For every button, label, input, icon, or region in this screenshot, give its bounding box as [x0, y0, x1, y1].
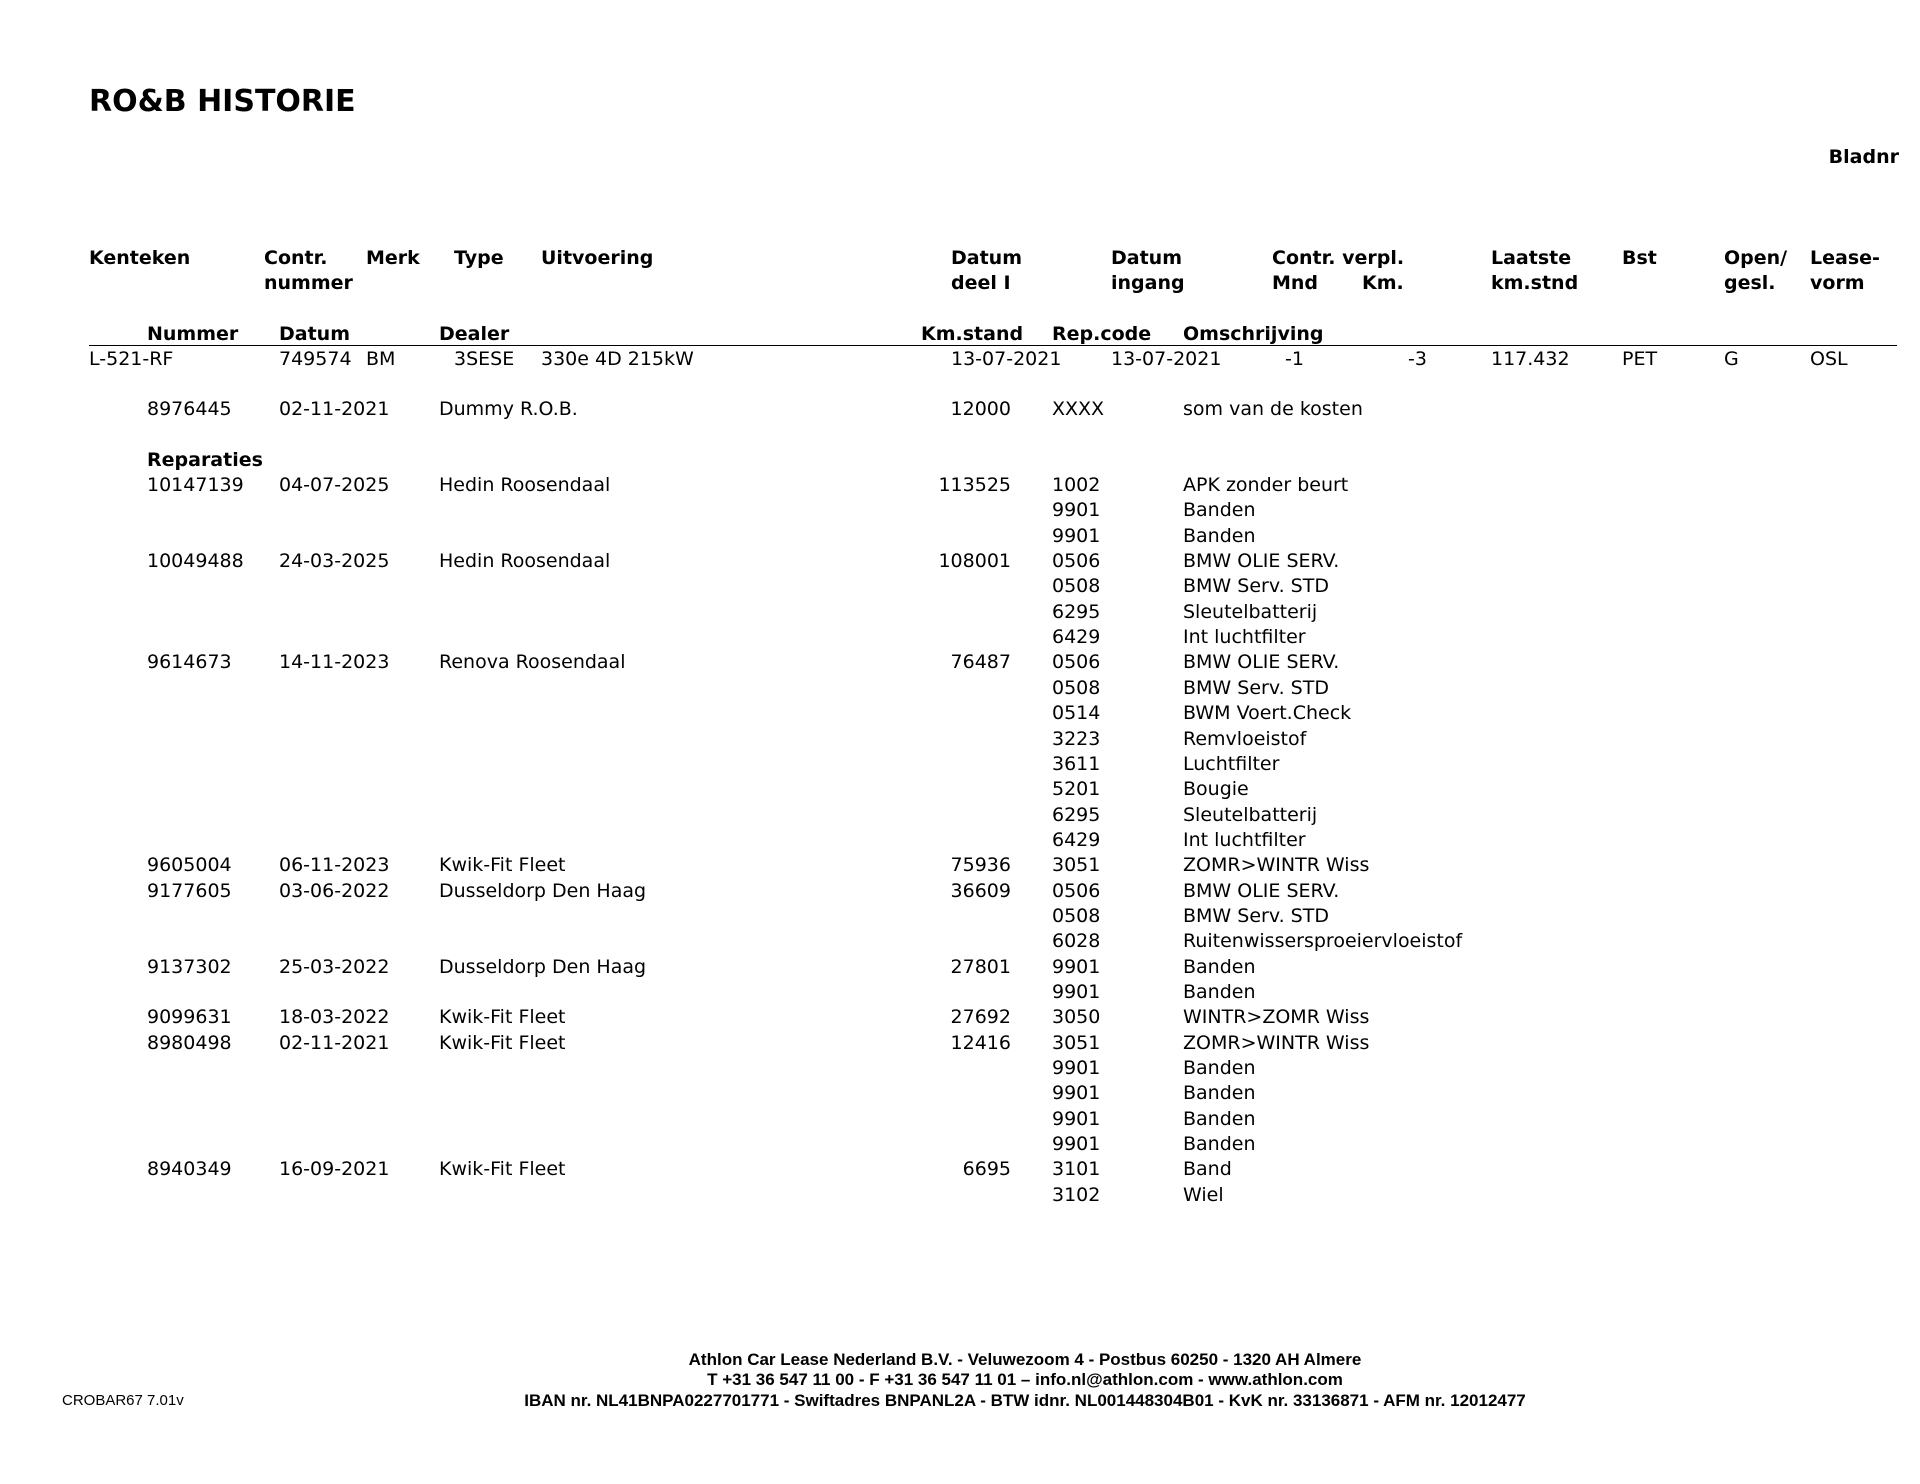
repair-omschrijving: Luchtfilter [1183, 753, 1280, 775]
bladnr-label: Bladnr [1828, 146, 1899, 168]
header-lease: Lease- [1810, 247, 1880, 269]
repair-omschrijving: Banden [1183, 499, 1256, 521]
repair-km: 108001 [938, 550, 1011, 572]
repair-code: 9901 [1052, 499, 1101, 521]
header-datum-ingang: Datum [1111, 247, 1182, 269]
repair-omschrijving: BMW Serv. STD [1183, 677, 1329, 699]
vehicle-leasevorm: OSL [1810, 348, 1848, 370]
repair-omschrijving: Banden [1183, 1082, 1256, 1104]
repair-omschrijving: Banden [1183, 525, 1256, 547]
repair-omschrijving: BMW Serv. STD [1183, 905, 1329, 927]
repair-omschrijving: Banden [1183, 981, 1256, 1003]
dummy-nummer: 8976445 [147, 398, 232, 420]
repair-code: 9901 [1052, 1057, 1101, 1079]
header-merk: Merk [366, 247, 420, 269]
repair-code: 3051 [1052, 1032, 1101, 1054]
repair-km: 76487 [950, 651, 1011, 673]
repair-omschrijving: Sleutelbatterij [1183, 601, 1318, 623]
repair-omschrijving: Band [1183, 1158, 1232, 1180]
repair-dealer: Kwik-Fit Fleet [439, 854, 566, 876]
header-bst: Bst [1622, 247, 1657, 269]
repair-nummer: 9614673 [147, 651, 232, 673]
header-nummer: nummer [264, 272, 353, 294]
repair-nummer: 10147139 [147, 474, 244, 496]
repair-datum: 02-11-2021 [279, 1032, 390, 1054]
subheader-kmstand: Km.stand [921, 323, 1024, 345]
repair-omschrijving: APK zonder beurt [1183, 474, 1349, 496]
header-lease-b: vorm [1810, 272, 1865, 294]
vehicle-contract: 749574 [279, 348, 352, 370]
repair-nummer: 9177605 [147, 880, 232, 902]
repair-km: 27692 [950, 1006, 1011, 1028]
header-contr: Contr. [264, 247, 328, 269]
repair-omschrijving: Banden [1183, 1108, 1256, 1130]
repair-dealer: Kwik-Fit Fleet [439, 1006, 566, 1028]
repair-datum: 24-03-2025 [279, 550, 390, 572]
header-kenteken: Kenteken [89, 247, 191, 269]
repair-omschrijving: BMW OLIE SERV. [1183, 880, 1340, 902]
vehicle-bst: PET [1622, 348, 1658, 370]
vehicle-laatste-km: 117.432 [1491, 348, 1570, 370]
repair-nummer: 8940349 [147, 1158, 232, 1180]
repair-code: 0506 [1052, 880, 1101, 902]
repair-code: 0508 [1052, 905, 1101, 927]
footer-contact: T +31 36 547 11 00 - F +31 36 547 11 01 – info.nl@athlon.com - www.athlon.com [707, 1370, 1343, 1389]
repair-code: 0508 [1052, 575, 1101, 597]
repair-code: 1002 [1052, 474, 1101, 496]
repair-nummer: 9137302 [147, 956, 232, 978]
dummy-omschrijving: som van de kosten [1183, 398, 1363, 420]
repair-omschrijving: ZOMR>WINTR Wiss [1183, 854, 1370, 876]
header-laatste-b: km.stnd [1491, 272, 1579, 294]
form-code: CROBAR67 7.01v [62, 1392, 184, 1409]
repair-code: 9901 [1052, 1108, 1101, 1130]
repair-omschrijving: Int luchtfilter [1183, 829, 1306, 851]
section-reparaties: Reparaties [147, 449, 263, 471]
repair-code: 6295 [1052, 804, 1101, 826]
header-divider [89, 345, 1897, 346]
repair-code: 3101 [1052, 1158, 1101, 1180]
header-laatste: Laatste [1491, 247, 1572, 269]
repair-code: 6429 [1052, 829, 1101, 851]
vehicle-datum-ingang: 13-07-2021 [1111, 348, 1222, 370]
vehicle-mnd: -1 [1285, 348, 1304, 370]
repair-omschrijving: Sleutelbatterij [1183, 804, 1318, 826]
repair-omschrijving: Int luchtfilter [1183, 626, 1306, 648]
repair-datum: 25-03-2022 [279, 956, 390, 978]
repair-nummer: 9605004 [147, 854, 232, 876]
repair-code: 6295 [1052, 601, 1101, 623]
repair-dealer: Dusseldorp Den Haag [439, 956, 647, 978]
repair-omschrijving: Banden [1183, 1057, 1256, 1079]
footer-address: Athlon Car Lease Nederland B.V. - Veluwezoom 4 - Postbus 60250 - 1320 AH Almere [688, 1350, 1362, 1369]
repair-code: 9901 [1052, 981, 1101, 1003]
repair-code: 3050 [1052, 1006, 1101, 1028]
subheader-datum: Datum [279, 323, 350, 345]
repair-nummer: 8980498 [147, 1032, 232, 1054]
repair-code: 3051 [1052, 854, 1101, 876]
repair-omschrijving: BMW OLIE SERV. [1183, 651, 1340, 673]
vehicle-open-gesl: G [1724, 348, 1739, 370]
repair-code: 9901 [1052, 1133, 1101, 1155]
header-datum-deel1: Datum [951, 247, 1022, 269]
vehicle-datum-deel1: 13-07-2021 [951, 348, 1062, 370]
repair-code: 9901 [1052, 956, 1101, 978]
repair-code: 3223 [1052, 728, 1101, 750]
header-mnd: Mnd [1272, 272, 1319, 294]
vehicle-km: -3 [1408, 348, 1427, 370]
vehicle-merk: BM [366, 348, 396, 370]
repair-km: 113525 [938, 474, 1011, 496]
repair-omschrijving: Wiel [1183, 1184, 1224, 1206]
repair-datum: 06-11-2023 [279, 854, 390, 876]
repair-omschrijving: BWM Voert.Check [1183, 702, 1352, 724]
vehicle-kenteken: L-521-RF [89, 348, 174, 370]
header-uitvoering: Uitvoering [541, 247, 654, 269]
header-open-b: gesl. [1724, 272, 1776, 294]
repair-dealer: Hedin Roosendaal [439, 550, 611, 572]
repair-code: 6028 [1052, 930, 1101, 952]
repair-code: 0506 [1052, 651, 1101, 673]
header-km: Km. [1362, 272, 1404, 294]
repair-dealer: Renova Roosendaal [439, 651, 626, 673]
subheader-nummer: Nummer [147, 323, 239, 345]
repair-omschrijving: Banden [1183, 1133, 1256, 1155]
repair-dealer: Hedin Roosendaal [439, 474, 611, 496]
header-open: Open/ [1724, 247, 1788, 269]
header-datum-ingang-b: ingang [1111, 272, 1185, 294]
repair-datum: 16-09-2021 [279, 1158, 390, 1180]
repair-km: 6695 [962, 1158, 1011, 1180]
repair-code: 0514 [1052, 702, 1101, 724]
repair-km: 75936 [950, 854, 1011, 876]
repair-datum: 18-03-2022 [279, 1006, 390, 1028]
repair-omschrijving: Remvloeistof [1183, 728, 1307, 750]
repair-code: 0506 [1052, 550, 1101, 572]
repair-code: 6429 [1052, 626, 1101, 648]
vehicle-uitvoering: 330e 4D 215kW [541, 348, 694, 370]
repair-code: 3611 [1052, 753, 1101, 775]
subheader-dealer: Dealer [439, 323, 510, 345]
subheader-repcode: Rep.code [1052, 323, 1152, 345]
header-type: Type [454, 247, 504, 269]
repair-code: 9901 [1052, 1082, 1101, 1104]
repair-datum: 14-11-2023 [279, 651, 390, 673]
repair-omschrijving: BMW OLIE SERV. [1183, 550, 1340, 572]
repair-omschrijving: ZOMR>WINTR Wiss [1183, 1032, 1370, 1054]
dummy-code: XXXX [1052, 398, 1105, 420]
repair-dealer: Dusseldorp Den Haag [439, 880, 647, 902]
repair-code: 3102 [1052, 1184, 1101, 1206]
repair-omschrijving: Ruitenwissersproeiervloeistof [1183, 930, 1463, 952]
header-contr-verpl: Contr. verpl. [1272, 247, 1405, 269]
footer-bank: IBAN nr. NL41BNPA0227701771 - Swiftadres BNPANL2A - BTW idnr. NL001448304B01 - KvK nr. 33136871 - AFM nr. 12012477 [524, 1391, 1526, 1410]
dummy-datum: 02-11-2021 [279, 398, 390, 420]
repair-nummer: 10049488 [147, 550, 244, 572]
repair-nummer: 9099631 [147, 1006, 232, 1028]
repair-code: 0508 [1052, 677, 1101, 699]
repair-dealer: Kwik-Fit Fleet [439, 1158, 566, 1180]
repair-km: 12416 [950, 1032, 1011, 1054]
repair-km: 27801 [950, 956, 1011, 978]
repair-datum: 04-07-2025 [279, 474, 390, 496]
repair-omschrijving: WINTR>ZOMR Wiss [1183, 1006, 1370, 1028]
dummy-dealer: Dummy R.O.B. [439, 398, 578, 420]
repair-code: 9901 [1052, 525, 1101, 547]
repair-omschrijving: BMW Serv. STD [1183, 575, 1329, 597]
subheader-omschrijving: Omschrijving [1183, 323, 1324, 345]
repair-code: 5201 [1052, 778, 1101, 800]
repair-omschrijving: Bougie [1183, 778, 1249, 800]
repair-datum: 03-06-2022 [279, 880, 390, 902]
dummy-km: 12000 [950, 398, 1011, 420]
repair-omschrijving: Banden [1183, 956, 1256, 978]
repair-km: 36609 [950, 880, 1011, 902]
page-title: RO&B HISTORIE [89, 84, 356, 119]
header-datum-deel1-b: deel I [951, 272, 1011, 294]
repair-dealer: Kwik-Fit Fleet [439, 1032, 566, 1054]
vehicle-type: 3SESE [454, 348, 515, 370]
